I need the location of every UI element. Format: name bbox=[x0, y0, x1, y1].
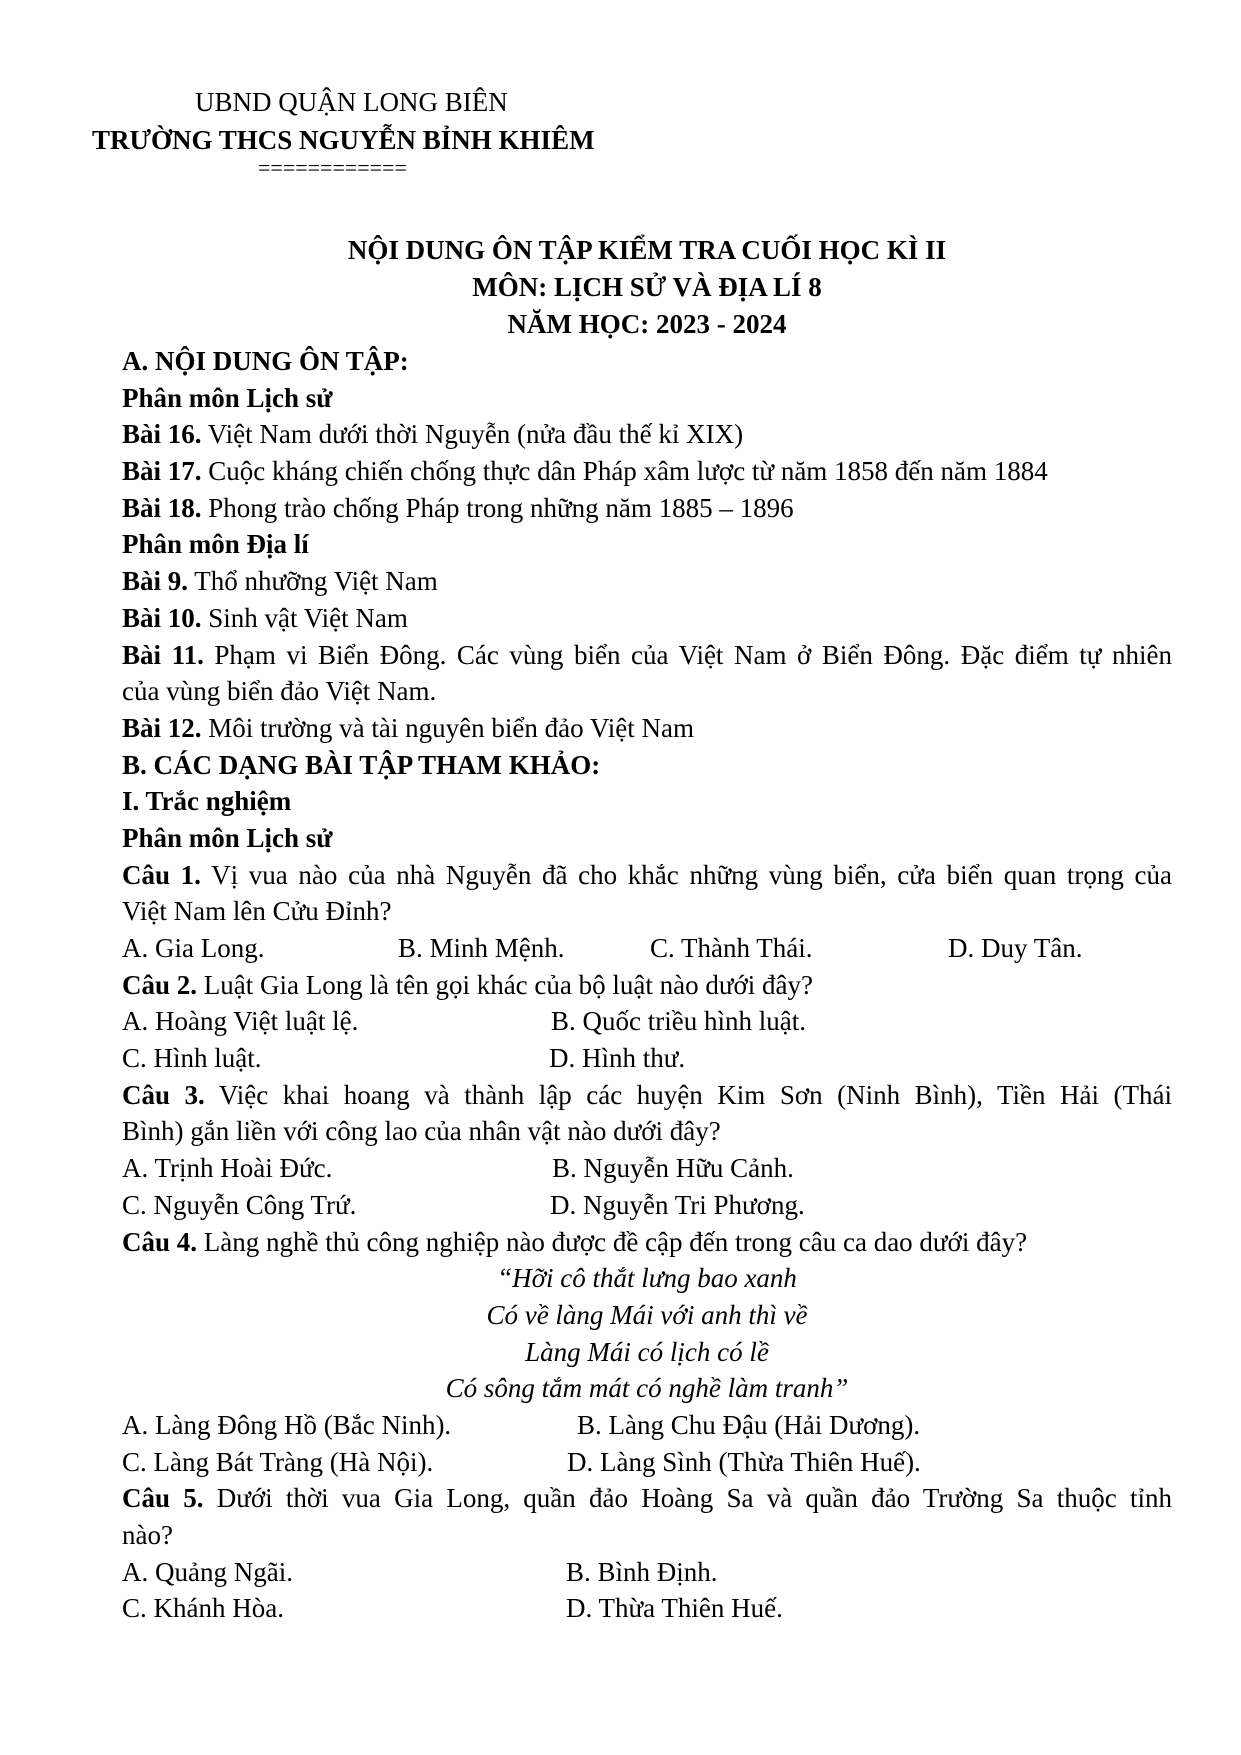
option-c: C. Thành Thái. bbox=[650, 933, 813, 963]
option-d: D. Nguyễn Tri Phương. bbox=[550, 1189, 805, 1220]
option-b: B. Quốc triều hình luật. bbox=[551, 1006, 806, 1037]
lesson-text: Việt Nam dưới thời Nguyễn (nửa đầu thế kỉ XIX) bbox=[201, 419, 744, 450]
option-d: D. Thừa Thiên Huế. bbox=[566, 1593, 783, 1624]
lesson-text: Thổ nhưỡng Việt Nam bbox=[188, 566, 438, 597]
option-b: B. Minh Mệnh. bbox=[398, 933, 565, 963]
question-label: Câu 4. bbox=[122, 1226, 198, 1257]
lesson-item bbox=[122, 416, 1172, 453]
multiple-choice-heading: I. Trắc nghiệm bbox=[122, 786, 292, 817]
question-label: Câu 1. bbox=[122, 859, 201, 890]
lesson-item bbox=[122, 710, 1172, 747]
lesson-item bbox=[122, 453, 1172, 490]
lesson-text: Phong trào chống Pháp trong những năm 1885 – 1896 bbox=[201, 492, 794, 523]
question-2 bbox=[122, 967, 1172, 1004]
option-d: D. Hình thư. bbox=[549, 1043, 686, 1074]
lesson-label: Bài 18. bbox=[122, 492, 202, 523]
lesson-item bbox=[122, 637, 1172, 674]
document-body bbox=[122, 343, 1172, 1627]
option-c: C. Hình luật. bbox=[122, 1043, 262, 1074]
question-text: Vị vua nào của nhà Nguyễn đã cho khắc những vùng biển, cửa biển quan trọng của bbox=[200, 859, 1173, 890]
question-label: Câu 5. bbox=[122, 1483, 204, 1514]
answer-options bbox=[122, 1444, 1172, 1481]
option-c: C. Làng Bát Tràng (Hà Nội). bbox=[122, 1446, 434, 1477]
geography-heading: Phân môn Địa lí bbox=[122, 529, 309, 560]
poem-line: Có sông tắm mát có nghề làm tranh” bbox=[445, 1373, 849, 1404]
document-title: NỘI DUNG ÔN TẬP KIỂM TRA CUỐI HỌC KÌ II bbox=[347, 235, 947, 265]
lesson-text: Môi trường và tài nguyên biển đảo Việt Nam bbox=[201, 712, 694, 743]
lesson-text: Sinh vật Việt Nam bbox=[201, 602, 408, 633]
lesson-item bbox=[122, 490, 1172, 527]
question-text: Việc khai hoang và thành lập các huyện Kim Sơn (Ninh Bình), Tiền Hải (Thái bbox=[204, 1079, 1173, 1110]
question-4 bbox=[122, 1224, 1172, 1261]
poem-line: “Hỡi cô thắt lưng bao xanh bbox=[497, 1263, 797, 1294]
lesson-text: Phạm vi Biển Đông. Các vùng biển của Việt Nam ở Biển Đông. Đặc điểm tự nhiên bbox=[203, 639, 1172, 670]
answer-options bbox=[122, 1150, 1172, 1187]
lesson-item bbox=[122, 563, 1172, 600]
lesson-label: Bài 17. bbox=[122, 456, 202, 487]
lesson-label: Bài 16. bbox=[122, 419, 202, 450]
history-heading: Phân môn Lịch sử bbox=[122, 822, 333, 853]
school-name: TRƯỜNG THCS NGUYỄN BỈNH KHIÊM bbox=[92, 125, 595, 155]
lesson-text: Cuộc kháng chiến chống thực dân Pháp xâm lược từ năm 1858 đến năm 1884 bbox=[201, 456, 1048, 487]
option-a: A. Trịnh Hoài Đức. bbox=[122, 1153, 333, 1184]
option-c: C. Khánh Hòa. bbox=[122, 1593, 284, 1624]
section-b-heading: B. CÁC DẠNG BÀI TẬP THAM KHẢO: bbox=[122, 749, 601, 780]
question-continuation: Bình) gắn liền với công lao của nhân vật nào dưới đây? bbox=[122, 1116, 721, 1147]
option-a: A. Gia Long. bbox=[122, 933, 265, 963]
lesson-item bbox=[122, 600, 1172, 637]
header-divider: ============ bbox=[258, 155, 407, 180]
question-text: Luật Gia Long là tên gọi khác của bộ luật nào dưới đây? bbox=[197, 969, 813, 1000]
lesson-label: Bài 10. bbox=[122, 602, 202, 633]
option-b: B. Nguyễn Hữu Cảnh. bbox=[552, 1153, 794, 1184]
answer-options bbox=[122, 1187, 1172, 1224]
option-c: C. Nguyễn Công Trứ. bbox=[122, 1189, 357, 1220]
option-d: D. Làng Sình (Thừa Thiên Huế). bbox=[567, 1446, 921, 1477]
poem-line: Làng Mái có lịch có lề bbox=[525, 1336, 769, 1367]
history-heading: Phân môn Lịch sử bbox=[122, 382, 333, 413]
question-text: Dưới thời vua Gia Long, quần đảo Hoàng Sa và quần đảo Trường Sa thuộc tỉnh bbox=[203, 1483, 1172, 1514]
school-year: NĂM HỌC: 2023 - 2024 bbox=[507, 309, 787, 339]
option-a: A. Quảng Ngãi. bbox=[122, 1556, 293, 1587]
poem-line: Có về làng Mái với anh thì về bbox=[486, 1299, 808, 1330]
lesson-continuation: của vùng biển đảo Việt Nam. bbox=[122, 676, 437, 707]
subject-title: MÔN: LỊCH SỬ VÀ ĐỊA LÍ 8 bbox=[472, 272, 822, 302]
lesson-label: Bài 11. bbox=[122, 639, 204, 670]
question-3 bbox=[122, 1077, 1172, 1114]
district-name: UBND QUẬN LONG BIÊN bbox=[195, 87, 508, 117]
option-d: D. Duy Tân. bbox=[948, 933, 1083, 963]
section-a-heading: A. NỘI DUNG ÔN TẬP: bbox=[122, 346, 409, 376]
lesson-label: Bài 9. bbox=[122, 566, 189, 597]
question-label: Câu 2. bbox=[122, 969, 198, 1000]
option-a: A. Làng Đông Hồ (Bắc Ninh). bbox=[122, 1409, 452, 1440]
option-b: B. Làng Chu Đậu (Hải Dương). bbox=[577, 1409, 921, 1440]
question-1 bbox=[122, 857, 1172, 894]
option-b: B. Bình Định. bbox=[566, 1556, 718, 1587]
answer-options bbox=[122, 1040, 1172, 1077]
lesson-label: Bài 12. bbox=[122, 712, 202, 743]
question-continuation: nào? bbox=[122, 1520, 173, 1550]
option-a: A. Hoàng Việt luật lệ. bbox=[122, 1006, 359, 1037]
answer-options bbox=[122, 1003, 1172, 1040]
question-label: Câu 3. bbox=[122, 1079, 205, 1110]
question-continuation: Việt Nam lên Cửu Đỉnh? bbox=[122, 896, 392, 927]
question-text: Làng nghề thủ công nghiệp nào được đề cập đến trong câu ca dao dưới đây? bbox=[197, 1226, 1028, 1257]
answer-options bbox=[122, 1554, 1172, 1591]
answer-options bbox=[122, 1407, 1172, 1444]
answer-options bbox=[122, 1590, 1172, 1627]
answer-options bbox=[122, 930, 1172, 967]
question-5 bbox=[122, 1480, 1172, 1517]
